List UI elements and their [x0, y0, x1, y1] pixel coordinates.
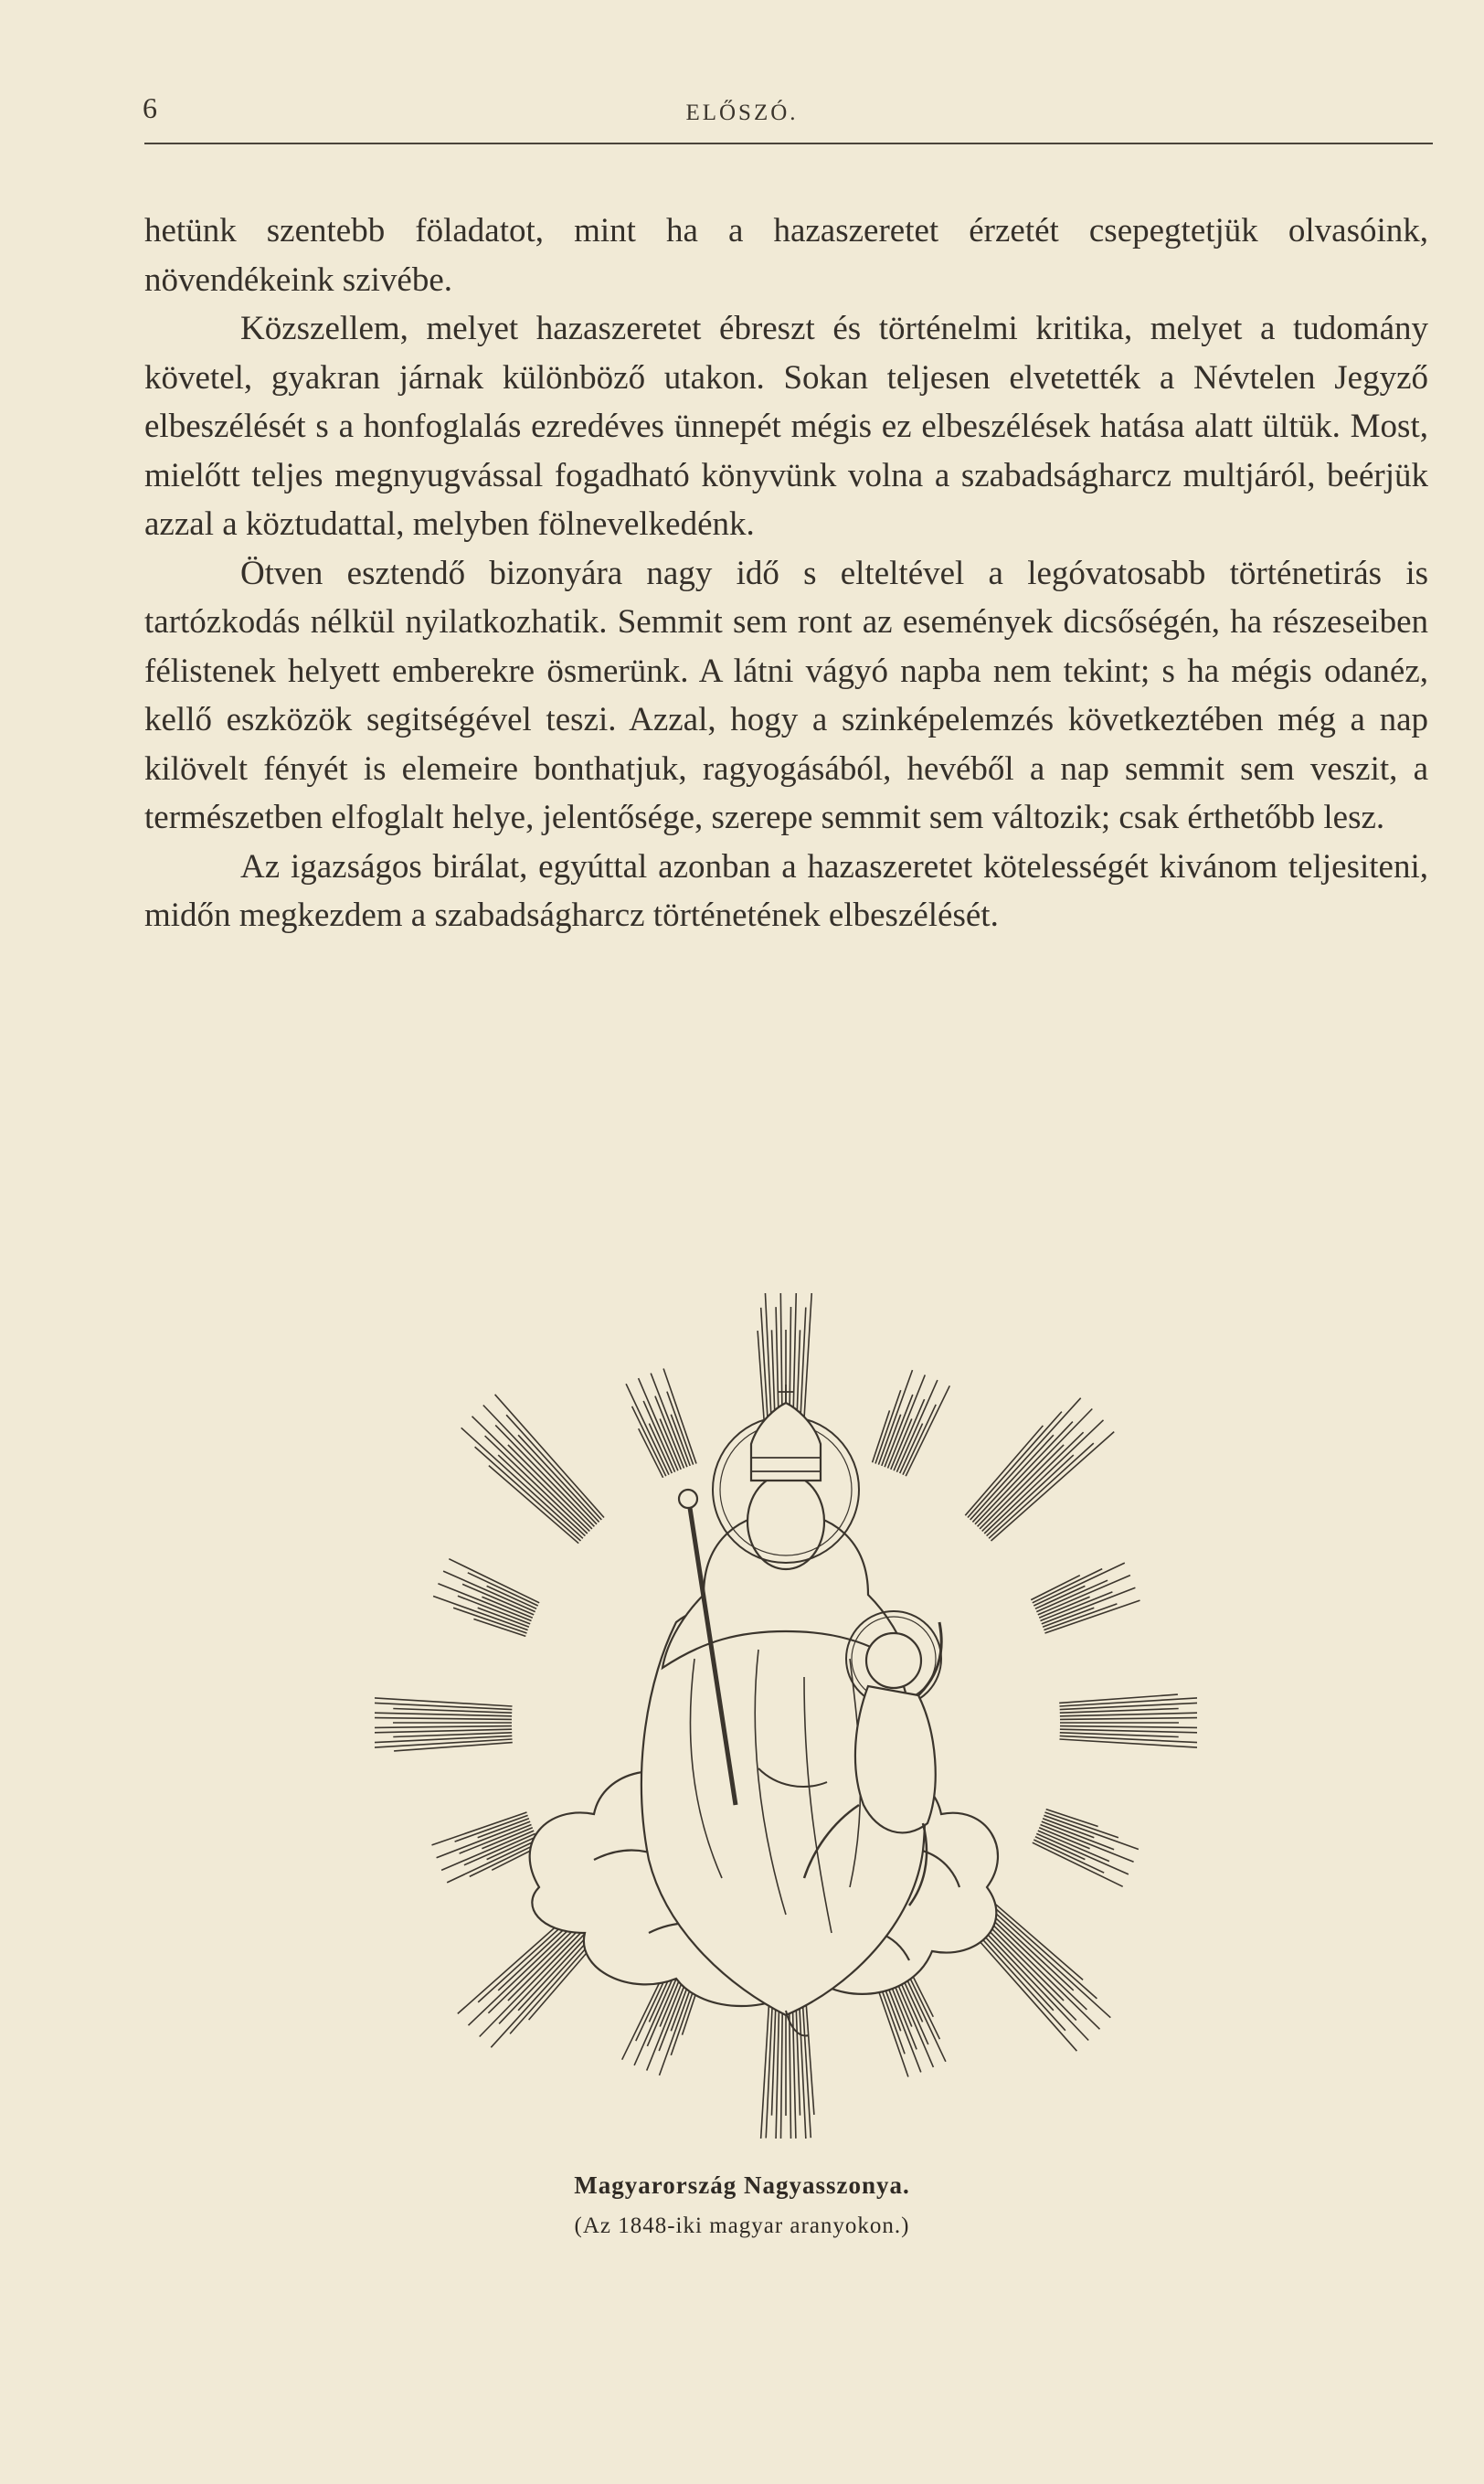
- ray-line: [968, 1928, 1076, 2052]
- ray-line: [375, 1696, 513, 1706]
- ray-line: [495, 1425, 594, 1526]
- ray-line: [1046, 1810, 1098, 1827]
- ray-line: [1045, 1812, 1118, 1838]
- ray-line: [1041, 1592, 1113, 1621]
- ray-line: [447, 1840, 538, 1883]
- ray-line: [375, 1729, 512, 1733]
- page-number: 6: [143, 91, 157, 124]
- ray-line: [970, 1398, 1081, 1520]
- ray-line: [460, 1825, 532, 1854]
- ray-line: [453, 1608, 526, 1633]
- ray-line: [475, 1447, 581, 1541]
- ray-line: [875, 1390, 901, 1463]
- child-body: [855, 1686, 936, 1832]
- ray-line: [375, 1726, 512, 1728]
- ray-line: [1060, 1739, 1198, 1749]
- ray-line: [458, 1596, 530, 1624]
- body-text: [144, 207, 1428, 940]
- paragraph-continued: hetünk szentebb föladatot, mint ha a hazaszeretet érzetét csepegtetjük olvasóink, növendékeink szivébe.: [144, 212, 1428, 299]
- ray-line: [1059, 1694, 1178, 1703]
- ray-line: [480, 1919, 595, 2037]
- ray-line: [759, 1997, 769, 2139]
- ray-line: [394, 1743, 513, 1751]
- ray-line: [991, 1432, 1115, 1541]
- ray-line: [978, 1409, 1093, 1527]
- mary-crown: [751, 1403, 821, 1481]
- madonna-engraving: [375, 1293, 1197, 2139]
- ray-line: [982, 1432, 1084, 1531]
- ray-line: [626, 1384, 669, 1475]
- ray-line: [968, 1412, 1062, 1518]
- header-rule: [144, 143, 1433, 144]
- ray-line: [1060, 1713, 1197, 1716]
- ray-line: [1042, 1821, 1114, 1850]
- ray-line: [989, 1443, 1094, 1538]
- ray-line: [991, 1905, 1097, 1999]
- ray-line: [984, 1912, 1086, 2010]
- ray-line: [449, 1559, 539, 1603]
- ray-line: [970, 1926, 1065, 2031]
- ray-line: [472, 1417, 590, 1532]
- ray-line: [461, 1428, 583, 1538]
- ray-line: [975, 1422, 1073, 1524]
- child-head: [866, 1633, 921, 1688]
- figure-caption-title: Magyarország Nagyasszonya.: [574, 2171, 910, 2199]
- ray-line: [978, 1919, 1076, 2021]
- paragraph: Az igazságos birálat, egyúttal azonban a hazaszeretet kötelességét kivánom teljesiteni, midőn megkezdem a szabadságharcz történetének elbeszélését.: [144, 847, 1428, 934]
- ray-line: [806, 1996, 814, 2115]
- ray-line: [655, 1396, 684, 1469]
- ray-line: [906, 1385, 949, 1476]
- ray-line: [790, 1997, 791, 2139]
- ray-line: [495, 1395, 604, 1518]
- ray-line: [473, 1619, 525, 1637]
- ray-line: [1060, 1717, 1197, 1719]
- madonna-figure: [530, 1385, 998, 2036]
- ray-line: [984, 1420, 1103, 1534]
- paragraph: Ötven esztendő bizonyára nagy idő s elteltével a legóvatosabb történetirás is tartózkodás nélkül nyilatkozhatik. Semmit sem ront az események dicsőségén, ha részeseiben félistenek helyett emberekre ösmerünk. A látni vágyó napba nem tekint; s ha mégis odanéz, kellő eszközök segitségével teszi. Azzal, hogy a szinképelemzés következtében még a nap kilövelt fényét is elemeire bonthatjuk, ragyogásából, hevéből a nap semmit sem veszit, a természetben elfoglalt helye, jelentősége, szerepe semmit sem változik; csak érthetőbb lesz.: [144, 554, 1428, 836]
- ray-line: [375, 1718, 512, 1720]
- ray-line: [975, 1921, 1088, 2040]
- ray-line: [885, 1395, 913, 1467]
- ray-line: [499, 1921, 597, 2023]
- ray-line: [485, 1436, 588, 1534]
- ray-line: [659, 1979, 687, 2051]
- ray-line: [792, 1997, 796, 2139]
- ray-line: [989, 1907, 1110, 2018]
- ray-line: [766, 1997, 772, 2139]
- ray-line: [1060, 1726, 1197, 1728]
- ray-line: [982, 1915, 1100, 2030]
- running-title: ELŐSZÓ.: [685, 101, 799, 125]
- ray-line: [873, 1410, 890, 1462]
- ray-line: [1034, 1563, 1125, 1606]
- ray-line: [903, 1970, 946, 2062]
- ray-line: [1033, 1842, 1123, 1886]
- ray-line: [781, 1997, 783, 2139]
- paragraph: Közszellem, melyet hazaszeretet ébreszt és történelmi kritika, melyet a tudomány követel, gyakran járnak különböző utakon. Sokan teljesen elvetették a Névtelen Jegyző elbeszélését s a honfoglalás ezredéves ünnepét mégis ez elbeszélések hatása alatt ültük. Most, mielőtt teljes megnyugvással fogadható könyvünk volna a szabadságharcz multjáról, beérjük azzal a köztudattal, melyben fölnevelkedénk.: [144, 310, 1428, 543]
- ray-line: [506, 1415, 601, 1520]
- ray-line: [483, 1406, 597, 1524]
- figure-caption-note: (Az 1848-iki magyar aranyokon.): [574, 2213, 910, 2238]
